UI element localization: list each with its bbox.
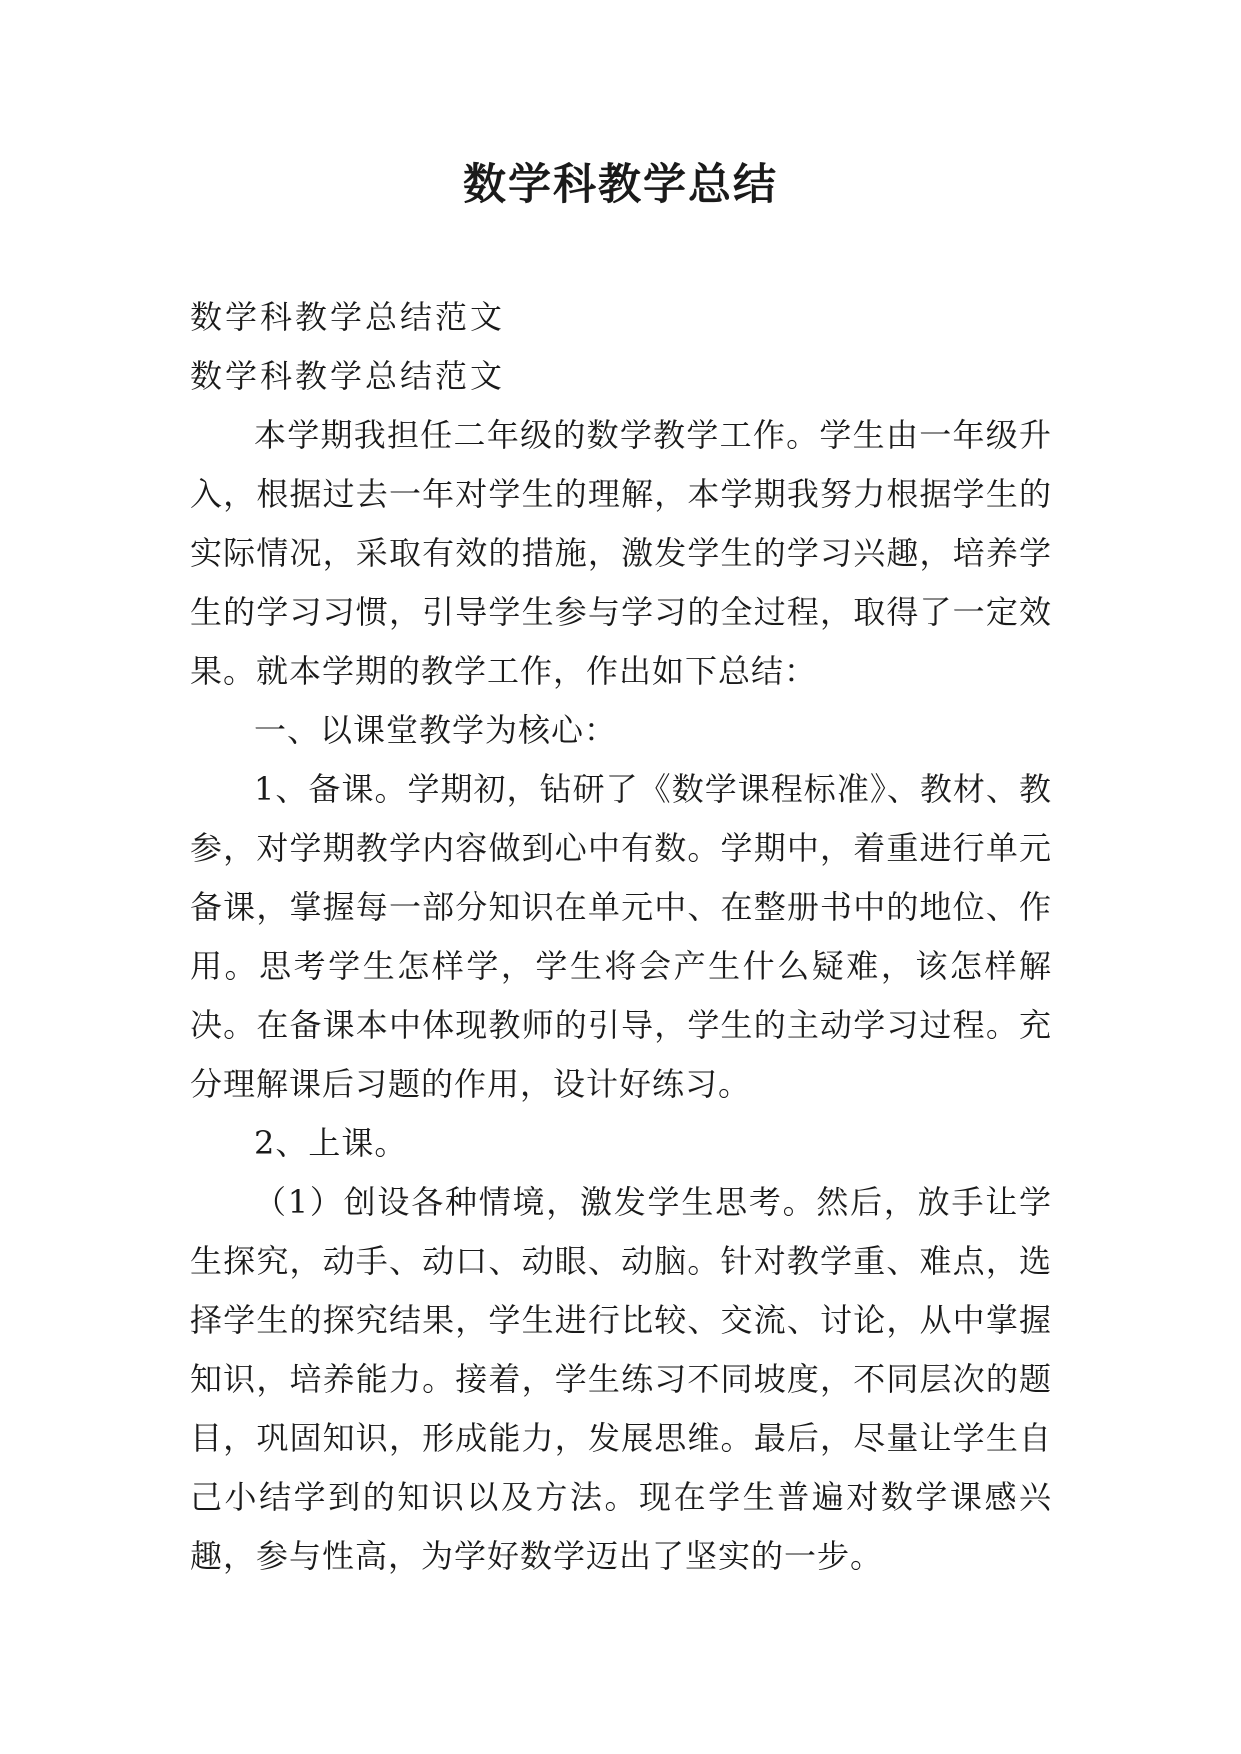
paragraph-lesson-prep: 1、备课。学期初，钻研了《数学课程标准》、教材、教参，对学期教学内容做到心中有数。学期中，着重进行单元备课，掌握每一部分知识在单元中、在整册书中的地位、作用。思考学生怎样学，学生将会产生什么疑难，该怎样解决。在备课本中体现教师的引导，学生的主动学习过程。充分理解课后习题的作用，设计好练习。 bbox=[190, 770, 1052, 1103]
document-title: 数学科教学总结 bbox=[463, 160, 778, 210]
paragraph-intro: 本学期我担任二年级的数学教学工作。学生由一年级升入，根据过去一年对学生的理解，本学期我努力根据学生的实际情况，采取有效的措施，激发学生的学习兴趣，培养学生的学习习惯，引导学生参与学习的全过程，取得了一定效果。就本学期的教学工作，作出如下总结： bbox=[190, 416, 1052, 690]
document-subtitle: 数学科教学总结范文 bbox=[190, 298, 506, 336]
paragraph-situations: （1）创设各种情境，激发学生思考。然后，放手让学生探究，动手、动口、动眼、动脑。针对教学重、难点，选择学生的探究结果，学生进行比较、交流、讨论，从中掌握知识，培养能力。接着，学生练习不同坡度，不同层次的题目，巩固知识，形成能力，发展思维。最后，尽量让学生自己小结学到的知识以及方法。现在学生普遍对数学课感兴趣，参与性高，为学好数学迈出了坚实的一步。 bbox=[190, 1183, 1052, 1575]
section-heading: 一、以课堂教学为核心： bbox=[254, 711, 618, 749]
document-body bbox=[190, 288, 1052, 1586]
document-subtitle: 数学科教学总结范文 bbox=[190, 357, 506, 395]
paragraph-teaching: 2、上课。 bbox=[254, 1124, 408, 1162]
